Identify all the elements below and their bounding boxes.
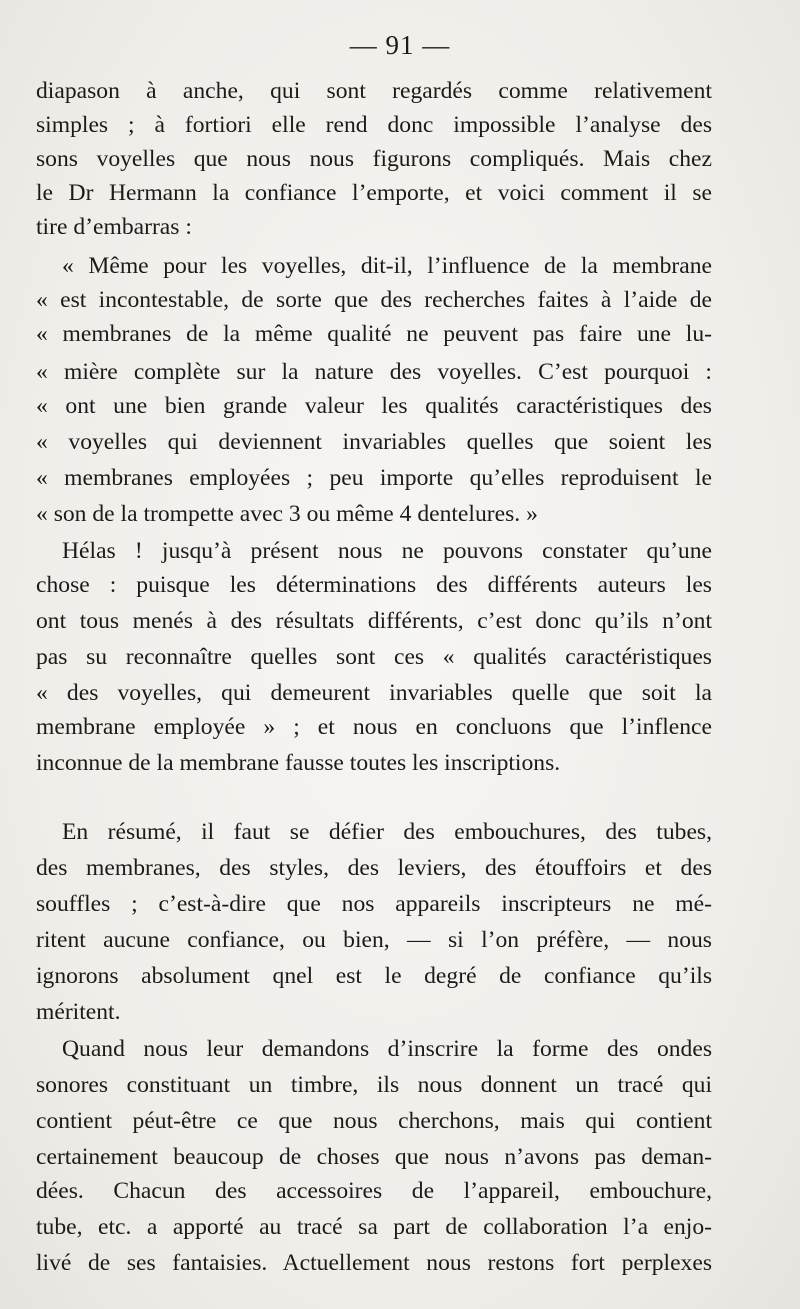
text-line: diapason à anche, qui sont regardés comme relativement [36,78,712,104]
text-line: des membranes, des styles, des leviers, des étouffoirs et des [36,855,712,881]
quote-line: « membranes employées ; peu importe qu’elles reproduisent le [36,465,712,491]
text-line: dées. Chacun des accessoires de l’appareil, embouchure, [36,1178,712,1204]
quote-line: « voyelles qui deviennent invariables quelles que soient les [36,429,712,455]
text-line: inconnue de la membrane fausse toutes les inscriptions. [36,750,561,776]
text-line: sonores constituant un timbre, ils nous donnent un tracé qui [36,1072,712,1098]
text-line: ignorons absolument qnel est le degré de confiance qu’ils [36,963,712,989]
text-line: En résumé, il faut se défier des embouchures, des tubes, [62,819,712,845]
text-line: pas su reconnaître quelles sont ces « qualités caractéristiques [36,644,712,670]
quote-line: « est incontestable, de sorte que des recherches faites à l’aide de [36,287,712,313]
text-line: tube, etc. a apporté au tracé sa part de collaboration l’a enjo- [36,1214,712,1240]
text-line: ritent aucune confiance, ou bien, — si l’on préfère, — nous [36,927,712,953]
text-line: livé de ses fantaisies. Actuellement nous restons fort perplexes [36,1250,712,1276]
text-line: méritent. [36,999,121,1025]
text-line: souffles ; c’est-à-dire que nos appareils inscripteurs ne mé- [36,891,712,917]
quote-line: « mière complète sur la nature des voyelles. C’est pourquoi : [36,359,712,385]
text-line: « des voyelles, qui demeurent invariables quelle que soit la [36,680,712,706]
text-line: le Dr Hermann la confiance l’emporte, et voici comment il se [36,180,712,206]
text-line: membrane employée » ; et nous en concluons que l’inflence [36,714,712,740]
text-line: certainement beaucoup de choses que nous n’avons pas deman- [36,1144,712,1170]
text-line: contient péut-être ce que nous cherchons, mais qui contient [36,1108,712,1134]
text-line: simples ; à fortiori elle rend donc impossible l’analyse des [36,112,712,138]
text-line: tire d’embarras : [36,214,192,240]
page-number: — 91 — [349,30,451,60]
text-line: chose : puisque les déterminations des différents auteurs les [36,572,712,598]
quote-line: « Même pour les voyelles, dit-il, l’influence de la membrane [62,253,712,279]
text-line: ont tous menés à des résultats différents, c’est donc qu’ils n’ont [36,608,712,634]
text-line: sons voyelles que nous nous figurons compliqués. Mais chez [36,146,712,172]
quote-line: « membranes de la même qualité ne peuvent pas faire une lu- [36,321,712,347]
text-line: Hélas ! jusqu’à présent nous ne pouvons constater qu’une [62,538,712,564]
text-line: Quand nous leur demandons d’inscrire la forme des ondes [62,1036,712,1062]
quote-line: « ont une bien grande valeur les qualités caractéristiques des [36,393,712,419]
quote-line: « son de la trompette avec 3 ou même 4 dentelures. » [36,501,538,527]
